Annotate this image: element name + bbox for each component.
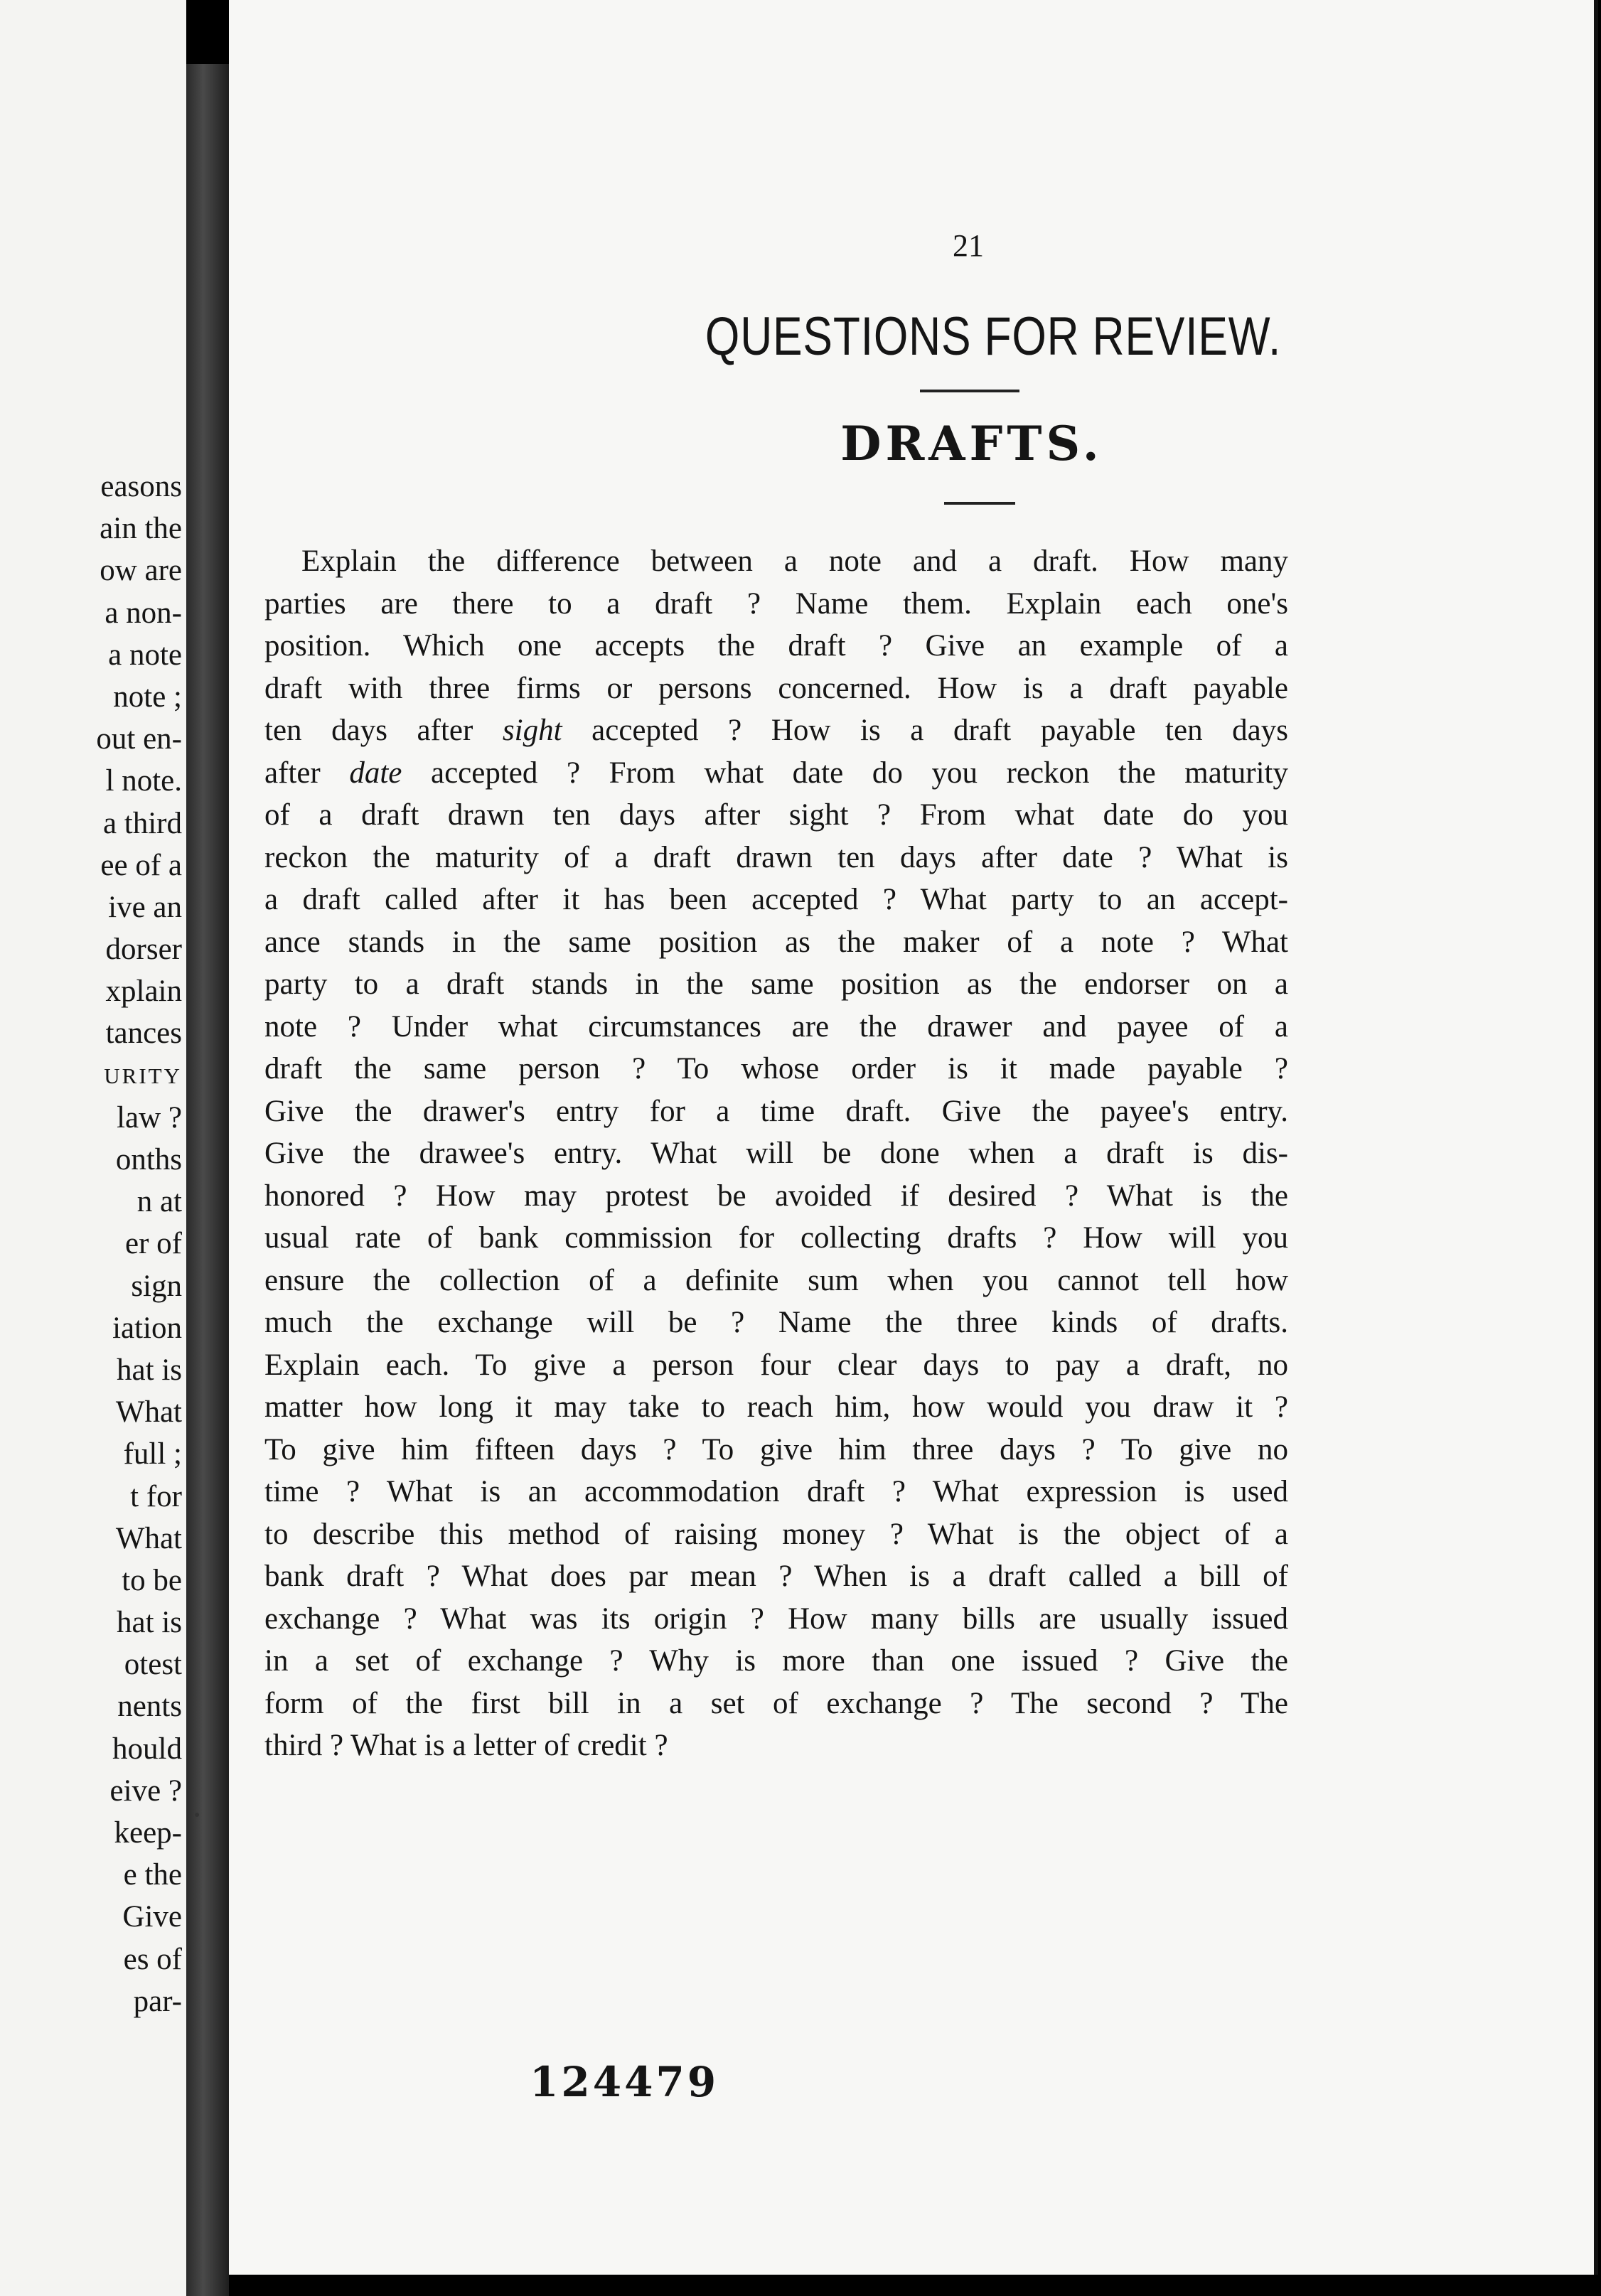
facing-line: n at bbox=[136, 1185, 182, 1219]
facing-line: es of bbox=[123, 1942, 182, 1976]
text-line: draft with three firms or persons concerned. How is a draft payable bbox=[264, 671, 1288, 705]
text-line: position. Which one accepts the draft ? Give an example of a bbox=[264, 629, 1288, 662]
facing-line: dorser bbox=[105, 933, 182, 967]
facing-line: otest bbox=[124, 1648, 182, 1682]
title-rule bbox=[920, 390, 1019, 392]
facing-line: URITY bbox=[104, 1063, 182, 1088]
facing-line: easons bbox=[100, 470, 182, 503]
facing-line: ow are bbox=[100, 554, 182, 588]
heading-rule bbox=[944, 502, 1015, 505]
text-line: ance stands in the same position as the maker of a note ? What bbox=[264, 925, 1288, 959]
book-gutter bbox=[186, 64, 229, 2296]
facing-line: hould bbox=[112, 1732, 182, 1766]
facing-line: hat is bbox=[117, 1353, 182, 1387]
facing-line: er of bbox=[125, 1227, 182, 1261]
facing-line: law ? bbox=[117, 1100, 182, 1134]
text-line: reckon the maturity of a draft drawn ten days after date ? What is bbox=[264, 840, 1288, 874]
page-number: 21 bbox=[953, 228, 984, 263]
text-line: of a draft drawn ten days after sight ? From what date do you bbox=[264, 798, 1288, 832]
facing-line: note ; bbox=[113, 680, 182, 714]
text-line: to describe this method of raising money ? What is the object of a bbox=[264, 1517, 1288, 1551]
text-line: ten days after sight accepted ? How is a draft payable ten days bbox=[264, 714, 1288, 747]
text-line: usual rate of bank commission for collecting drafts ? How will you bbox=[264, 1221, 1288, 1255]
text-line: exchange ? What was its origin ? How many bills are usually issued bbox=[264, 1602, 1288, 1636]
text-line: a draft called after it has been accepted ? What party to an accept- bbox=[264, 883, 1288, 916]
text-line: draft the same person ? To whose order is it made payable ? bbox=[264, 1052, 1288, 1085]
text-line: honored ? How may protest be avoided if desired ? What is the bbox=[264, 1179, 1288, 1213]
text-line: much the exchange will be ? Name the three kinds of drafts. bbox=[264, 1306, 1288, 1339]
facing-line: iation bbox=[112, 1311, 182, 1345]
facing-line: Give bbox=[122, 1900, 182, 1934]
emphasized-word: sight bbox=[502, 714, 562, 747]
facing-line: t for bbox=[130, 1479, 182, 1513]
facing-line: out en- bbox=[96, 722, 182, 756]
facing-page-text bbox=[0, 466, 186, 2022]
text-line: ensure the collection of a definite sum when you cannot tell how bbox=[264, 1263, 1288, 1297]
facing-line: nents bbox=[117, 1690, 182, 1724]
text-line: third ? What is a letter of credit ? bbox=[264, 1729, 668, 1762]
emphasized-word: date bbox=[349, 756, 402, 790]
facing-line: a non- bbox=[105, 596, 182, 630]
text-line: time ? What is an accommodation draft ? What expression is used bbox=[264, 1475, 1288, 1508]
facing-line: par- bbox=[133, 1984, 182, 2018]
facing-page bbox=[0, 0, 186, 2296]
text-line: bank draft ? What does par mean ? When is a draft called a bill of bbox=[264, 1560, 1288, 1593]
text-line: party to a draft stands in the same position as the endorser on a bbox=[264, 967, 1288, 1001]
facing-line: keep- bbox=[114, 1816, 182, 1850]
page-title: QUESTIONS FOR REVIEW. bbox=[705, 306, 1282, 367]
facing-line: eive ? bbox=[109, 1774, 182, 1808]
facing-line: onths bbox=[115, 1143, 182, 1176]
facing-line: ee of a bbox=[100, 848, 182, 882]
facing-line: a note bbox=[108, 638, 182, 672]
text-line: Explain the difference between a note and a draft. How many bbox=[301, 545, 1288, 578]
facing-line: full ; bbox=[123, 1437, 182, 1471]
facing-line: to be bbox=[122, 1563, 182, 1597]
facing-line: tances bbox=[105, 1016, 182, 1051]
facing-line: What bbox=[115, 1521, 182, 1555]
text-line: form of the first bill in a set of exchange ? The second ? The bbox=[264, 1686, 1288, 1720]
paper-speck bbox=[195, 1813, 199, 1817]
text-line: in a set of exchange ? Why is more than one issued ? Give the bbox=[264, 1644, 1288, 1678]
text-line: matter how long it may take to reach him, how would you draw it ? bbox=[264, 1390, 1288, 1424]
facing-line: ive an bbox=[108, 890, 182, 924]
text-line: parties are there to a draft ? Name them. Explain each one's bbox=[264, 586, 1288, 621]
facing-line: e the bbox=[123, 1858, 182, 1892]
facing-line: l note. bbox=[105, 764, 182, 798]
facing-line: hat is bbox=[117, 1606, 182, 1640]
facing-line: a third bbox=[102, 806, 182, 840]
catalog-number-stamp: 124479 bbox=[530, 2058, 719, 2106]
text-line: Give the drawer's entry for a time draft. Give the payee's entry. bbox=[264, 1094, 1288, 1128]
text-line: after date accepted ? From what date do you reckon the maturity bbox=[264, 756, 1288, 790]
text-line: Explain each. To give a person four clear days to pay a draft, no bbox=[264, 1348, 1288, 1382]
facing-line: ain the bbox=[100, 512, 182, 546]
section-heading: DRAFTS. bbox=[840, 416, 1103, 471]
text-line: Give the drawee's entry. What will be done when a draft is dis- bbox=[264, 1137, 1288, 1170]
text-line: To give him fifteen days ? To give him three days ? To give no bbox=[264, 1432, 1288, 1466]
review-questions-paragraph bbox=[264, 540, 1288, 1767]
facing-line: What bbox=[115, 1395, 182, 1429]
facing-line: sign bbox=[131, 1269, 182, 1303]
facing-line: xplain bbox=[105, 975, 182, 1009]
text-line: note ? Under what circumstances are the drawer and payee of a bbox=[264, 1009, 1288, 1044]
